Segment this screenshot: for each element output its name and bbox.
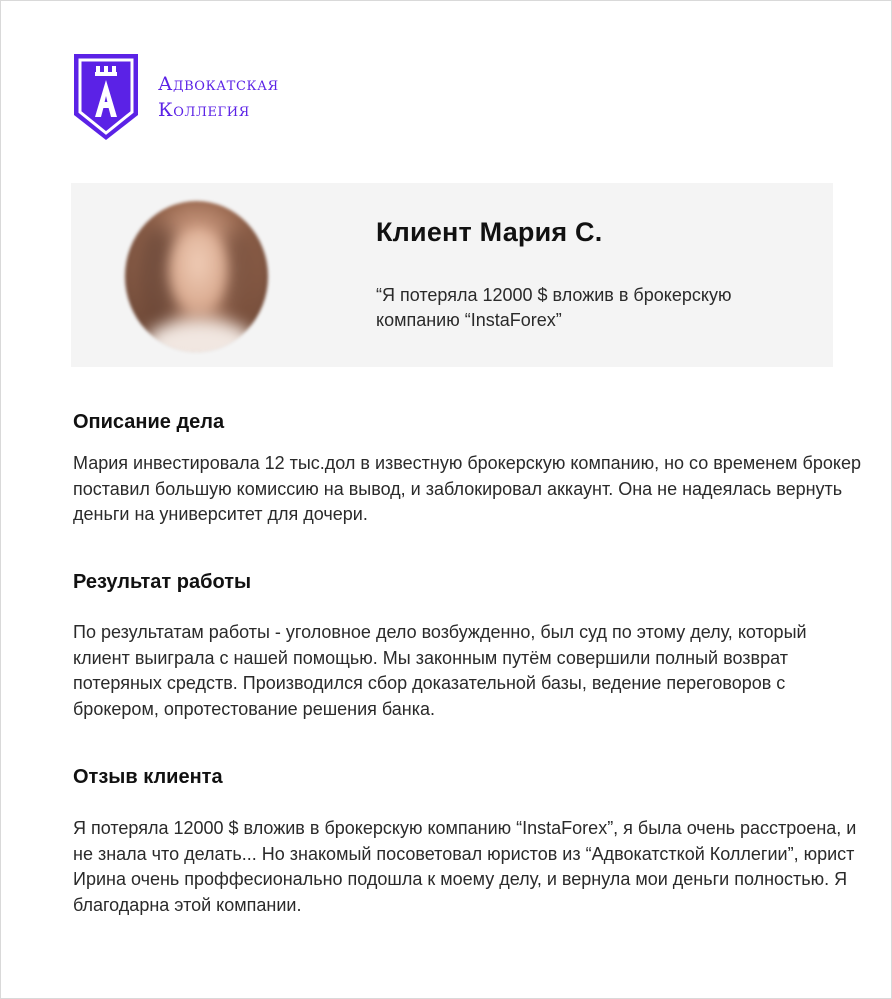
section-text: Я потеряла 12000 $ вложив в брокерскую компанию “InstaForex”, я была очень расстроена, и не знала что делать... Но знакомый посоветовал юристов из “Адвокатсткой Коллегии”, юрист Ирина очень проффесионально подошла к моему делу, и вернула мои деньги полностью. Я благодарна этой компании. — [73, 818, 857, 915]
brand-name-line1: Адвокатская — [158, 73, 279, 95]
section-title: Описание дела — [73, 411, 225, 433]
case-description-section — [73, 411, 863, 528]
client-name: Клиент Мария С. — [376, 217, 603, 247]
shield-tower-icon — [71, 51, 141, 143]
client-card — [71, 183, 833, 367]
section-text: По результатам работы - уголовное дело возбужденно, был суд по этому делу, который клиент выиграла с нашей помощью. Мы законным путём совершили полный возврат потеряных средств. Производился сбор доказательной базы, ведение переговоров с брокером, опротестование решения банка. — [73, 622, 807, 719]
client-review-section — [73, 766, 863, 918]
brand-logo[interactable] — [71, 51, 279, 143]
section-text: Мария инвестировала 12 тыс.дол в известную брокерскую компанию, но со временем брокер поставил большую комиссию на вывод, и заблокировал аккаунт. Она не надеялась вернуть деньги на университет для дочери. — [73, 453, 861, 524]
work-result-section — [73, 571, 863, 722]
client-avatar — [125, 201, 268, 352]
brand-name — [158, 71, 279, 123]
client-quote: “Я потеряла 12000 $ вложив в брокерскую компанию “InstaForex” — [376, 285, 732, 330]
section-title: Отзыв клиента — [73, 766, 223, 788]
brand-name-line2: Коллегия — [158, 99, 250, 121]
section-title: Результат работы — [73, 571, 252, 593]
